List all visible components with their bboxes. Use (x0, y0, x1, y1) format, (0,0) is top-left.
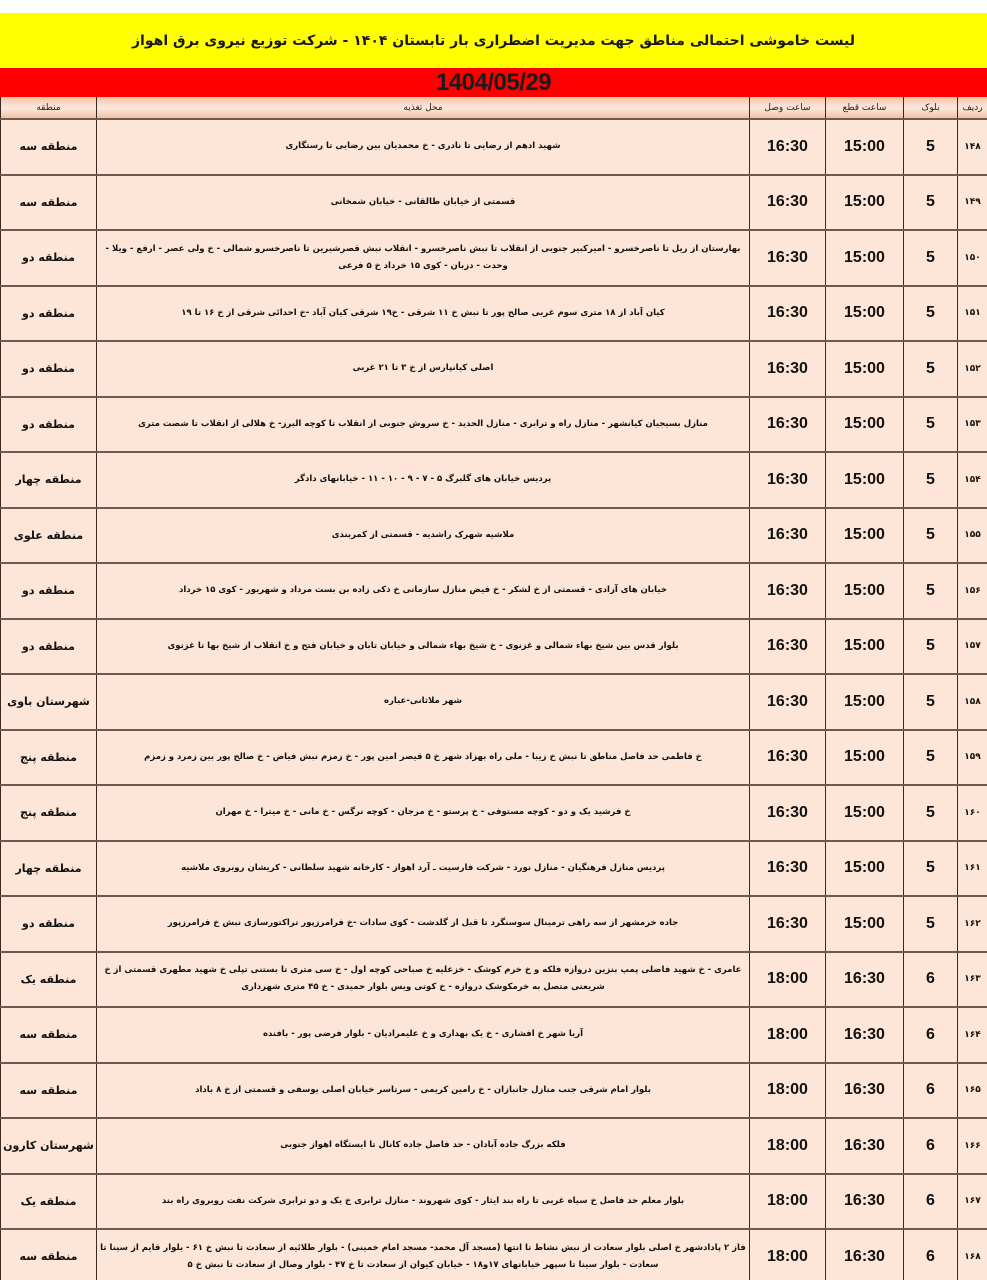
feeding-location: پردیس خیابان های گلبرگ ۵ - ۷ - ۹ - ۱۰ - ۱۱ - خیابانهای دادگر (97, 452, 750, 508)
cut-time: 15:00 (826, 286, 904, 342)
block-number: 6 (904, 952, 958, 1008)
block-number: 5 (904, 452, 958, 508)
table-row (1, 1007, 987, 1063)
connect-time: 16:30 (750, 230, 826, 286)
zone-name: منطقه دو (1, 563, 97, 619)
zone-name: منطقه دو (1, 341, 97, 397)
table-row (1, 452, 987, 508)
zone-name: منطقه سه (1, 1229, 97, 1280)
cut-time: 16:30 (826, 952, 904, 1008)
connect-time: 16:30 (750, 730, 826, 786)
feeding-location: ملاشیه شهرک راشدیه - قسمتی از کمربندی (97, 508, 750, 564)
table-row (1, 286, 987, 342)
feeding-location: خیابان های آزادی - قسمتی از خ لشکر - خ فیض منازل سازمانی خ ذکی زاده بن بست مرداد و شهریور - کوی ۱۵ خرداد (97, 563, 750, 619)
table-row (1, 1118, 987, 1174)
col-header-connect-time: ساعت وصل (750, 97, 826, 119)
cut-time: 15:00 (826, 397, 904, 453)
schedule-date: 1404/05/29 (435, 68, 552, 96)
feeding-location: فلکه بزرگ جاده آبادان - حد فاصل جاده کانال تا ایستگاه اهواز جنوبی (97, 1118, 750, 1174)
block-number: 5 (904, 341, 958, 397)
connect-time: 18:00 (750, 952, 826, 1008)
feeding-location: آریا شهر خ افشاری - خ یک بهداری و خ علیمرادیان - بلوار فرضی پور - بافنده (97, 1007, 750, 1063)
col-header-cut-time: ساعت قطع (826, 97, 904, 119)
connect-time: 16:30 (750, 397, 826, 453)
table-row (1, 1229, 987, 1280)
table-row (1, 508, 987, 564)
feeding-location: بلوار امام شرقی جنب منازل جانبازان - خ رامین کریمی - سرتاسر خیابان اصلی یوسفی و قسمتی از خ ۸ باداد (97, 1063, 750, 1119)
connect-time: 16:30 (750, 175, 826, 231)
row-number: ۱۵۸ (958, 674, 987, 730)
table-row (1, 674, 987, 730)
block-number: 5 (904, 896, 958, 952)
table-row (1, 175, 987, 231)
feeding-location: عامری - خ شهید فاضلی پمپ بنزین دروازه فلکه و خ خرم کوشک - خزعلیه خ صباحی کوچه اول - خ سی متری تا بستنی تپلی خ شهید مطهری قسمتی از خ شریعتی متصل به خرمکوشک دروازه - خ کوتی ویس بلوار حمیدی - خ ۴۵ متری شهرداری (97, 952, 750, 1008)
cut-time: 15:00 (826, 785, 904, 841)
block-number: 6 (904, 1118, 958, 1174)
connect-time: 16:30 (750, 286, 826, 342)
connect-time: 16:30 (750, 563, 826, 619)
cut-time: 15:00 (826, 508, 904, 564)
zone-name: منطقه دو (1, 230, 97, 286)
connect-time: 18:00 (750, 1118, 826, 1174)
connect-time: 16:30 (750, 452, 826, 508)
row-number: ۱۵۴ (958, 452, 987, 508)
zone-name: شهرستان باوی (1, 674, 97, 730)
row-number: ۱۶۰ (958, 785, 987, 841)
zone-name: منطقه چهار (1, 841, 97, 897)
table-row (1, 619, 987, 675)
connect-time: 16:30 (750, 785, 826, 841)
row-number: ۱۶۳ (958, 952, 987, 1008)
table-row (1, 397, 987, 453)
cut-time: 16:30 (826, 1174, 904, 1230)
zone-name: شهرستان کارون (1, 1118, 97, 1174)
feeding-location: خ فرشید یک و دو - کوچه مستوفی - خ پرستو - خ مرجان - کوچه نرگس - خ مانی - خ میترا - خ مهران (97, 785, 750, 841)
connect-time: 16:30 (750, 674, 826, 730)
block-number: 5 (904, 730, 958, 786)
zone-name: منطقه دو (1, 397, 97, 453)
row-number: ۱۴۸ (958, 119, 987, 175)
cut-time: 15:00 (826, 119, 904, 175)
connect-time: 16:30 (750, 341, 826, 397)
table-row (1, 563, 987, 619)
feeding-location: بهارستان از ریل تا ناصرخسرو - امیرکبیر جنوبی از انقلاب تا نبش ناصرخسرو - انقلاب نبش قصرشیرین تا ناصرخسرو شمالی - خ ولی عصر - ارفع - ویلا - وحدت - دزبان - کوی ۱۵ خرداد خ ۵ فرعی (97, 230, 750, 286)
feeding-location: فاز ۲ پادادشهر خ اصلی بلوار سعادت از نبش نشاط تا انتها (مسجد آل محمد- مسجد امام خمینی) - بلوار طلائیه از سعادت تا نبش خ ۶۱ - بلوار قایم از سینا تا سعادت - بلوار سینا تا سپهر خیابانهای ۱۷و۱۸ - خیابان کیوان از سعادت تا خ ۴۷ - بلوار وصال از سعادت تا نبش خ ۵ (97, 1229, 750, 1280)
row-number: ۱۵۱ (958, 286, 987, 342)
cut-time: 15:00 (826, 730, 904, 786)
connect-time: 18:00 (750, 1174, 826, 1230)
connect-time: 16:30 (750, 841, 826, 897)
col-header-row: ردیف (958, 97, 987, 119)
block-number: 6 (904, 1229, 958, 1280)
feeding-location: خ فاطمی حد فاصل مناطق تا نبش خ زیبا - ملی راه بهزاد شهر خ ۵ قیصر امین پور - خ زمزم نبش فیاض - خ صالح پور بین زمرد و زمزم (97, 730, 750, 786)
zone-name: منطقه دو (1, 619, 97, 675)
block-number: 5 (904, 841, 958, 897)
page-title: لیست خاموشی احتمالی مناطق جهت مدیریت اضطراری بار تابستان ۱۴۰۴ - شرکت توزیع نیروی برق اهواز (132, 32, 856, 49)
date-banner (0, 68, 987, 97)
col-header-location: محل تغذیه (97, 97, 750, 119)
row-number: ۱۴۹ (958, 175, 987, 231)
block-number: 5 (904, 785, 958, 841)
feeding-location: کیان آباد از ۱۸ متری سوم غربی صالح پور تا نبش خ ۱۱ شرقی - خ۱۹ شرقی کیان آباد -خ احدائی شرقی از خ ۱۶ تا ۱۹ (97, 286, 750, 342)
block-number: 5 (904, 563, 958, 619)
block-number: 5 (904, 397, 958, 453)
connect-time: 18:00 (750, 1063, 826, 1119)
zone-name: منطقه علوی (1, 508, 97, 564)
zone-name: منطقه سه (1, 119, 97, 175)
cut-time: 16:30 (826, 1063, 904, 1119)
row-number: ۱۵۷ (958, 619, 987, 675)
connect-time: 16:30 (750, 508, 826, 564)
feeding-location: پردیس منازل فرهنگیان - منازل نورد - شرکت فارسیت ـ آرد اهواز - کارخانه شهید سلطانی - کریشان روبروی ملاشیه (97, 841, 750, 897)
cut-time: 15:00 (826, 175, 904, 231)
table-row (1, 119, 987, 175)
row-number: ۱۵۲ (958, 341, 987, 397)
zone-name: منطقه سه (1, 175, 97, 231)
block-number: 5 (904, 674, 958, 730)
connect-time: 18:00 (750, 1007, 826, 1063)
row-number: ۱۶۷ (958, 1174, 987, 1230)
cut-time: 16:30 (826, 1007, 904, 1063)
zone-name: منطقه پنج (1, 785, 97, 841)
connect-time: 16:30 (750, 119, 826, 175)
feeding-location: بلوار قدس بین شیخ بهاء شمالی و غزنوی - خ شیخ بهاء شمالی و خیابان تابان و خیابان فتح و خ انقلاب از شیخ بها تا غزنوی (97, 619, 750, 675)
row-number: ۱۶۱ (958, 841, 987, 897)
block-number: 5 (904, 508, 958, 564)
feeding-location: شهر ملاثانی-عباره (97, 674, 750, 730)
table-row (1, 896, 987, 952)
feeding-location: جاده خرمشهر از سه راهی ترمینال سوسنگرد تا قبل از گلدشت - کوی سادات -خ فرامرزپور تراکتورسازی نبش خ فرامرزپور (97, 896, 750, 952)
block-number: 5 (904, 230, 958, 286)
feeding-location: قسمتی از خیابان طالقانی - خیابان شمخانی (97, 175, 750, 231)
zone-name: منطقه سه (1, 1063, 97, 1119)
row-number: ۱۶۸ (958, 1229, 987, 1280)
row-number: ۱۶۵ (958, 1063, 987, 1119)
row-number: ۱۶۲ (958, 896, 987, 952)
col-header-zone: منطقه (1, 97, 97, 119)
table-row (1, 1174, 987, 1230)
feeding-location: منازل بسیجیان کیانشهر - منازل راه و ترابری - منازل الحدید - خ سروش جنوبی از انقلاب تا کوچه البرز- خ هلالی از انقلاب تا شصت متری (97, 397, 750, 453)
cut-time: 16:30 (826, 1229, 904, 1280)
block-number: 6 (904, 1063, 958, 1119)
cut-time: 15:00 (826, 341, 904, 397)
block-number: 6 (904, 1174, 958, 1230)
feeding-location: بلوار معلم حد فاصل خ سیاه غربی تا راه بند ایثار - کوی شهروند - منازل ترابری خ یک و دو ترابری شرکت نفت روبروی راه بند (97, 1174, 750, 1230)
zone-name: منطقه سه (1, 1007, 97, 1063)
block-number: 5 (904, 619, 958, 675)
row-number: ۱۵۹ (958, 730, 987, 786)
cut-time: 15:00 (826, 674, 904, 730)
block-number: 5 (904, 286, 958, 342)
block-number: 6 (904, 1007, 958, 1063)
feeding-location: شهید ادهم از رضایی تا نادری - خ محمدیان بین رضایی تا رستگاری (97, 119, 750, 175)
row-number: ۱۵۰ (958, 230, 987, 286)
row-number: ۱۶۴ (958, 1007, 987, 1063)
table-row (1, 952, 987, 1008)
row-number: ۱۵۵ (958, 508, 987, 564)
cut-time: 15:00 (826, 563, 904, 619)
zone-name: منطقه پنج (1, 730, 97, 786)
zone-name: منطقه یک (1, 952, 97, 1008)
cut-time: 15:00 (826, 896, 904, 952)
table-row (1, 1063, 987, 1119)
table-row (1, 785, 987, 841)
zone-name: منطقه چهار (1, 452, 97, 508)
zone-name: منطقه دو (1, 896, 97, 952)
connect-time: 18:00 (750, 1229, 826, 1280)
table-row (1, 730, 987, 786)
cut-time: 15:00 (826, 841, 904, 897)
block-number: 5 (904, 175, 958, 231)
cut-time: 15:00 (826, 230, 904, 286)
outage-table (0, 97, 987, 1280)
title-banner (0, 13, 987, 68)
connect-time: 16:30 (750, 619, 826, 675)
connect-time: 16:30 (750, 896, 826, 952)
table-header-row (1, 97, 987, 119)
cut-time: 15:00 (826, 619, 904, 675)
col-header-block: بلوک (904, 97, 958, 119)
table-row (1, 341, 987, 397)
row-number: ۱۵۶ (958, 563, 987, 619)
zone-name: منطقه یک (1, 1174, 97, 1230)
feeding-location: اصلی کیانپارس از خ ۳ تا ۲۱ غربی (97, 341, 750, 397)
cut-time: 15:00 (826, 452, 904, 508)
row-number: ۱۶۶ (958, 1118, 987, 1174)
block-number: 5 (904, 119, 958, 175)
row-number: ۱۵۳ (958, 397, 987, 453)
table-row (1, 841, 987, 897)
cut-time: 16:30 (826, 1118, 904, 1174)
zone-name: منطقه دو (1, 286, 97, 342)
table-row (1, 230, 987, 286)
